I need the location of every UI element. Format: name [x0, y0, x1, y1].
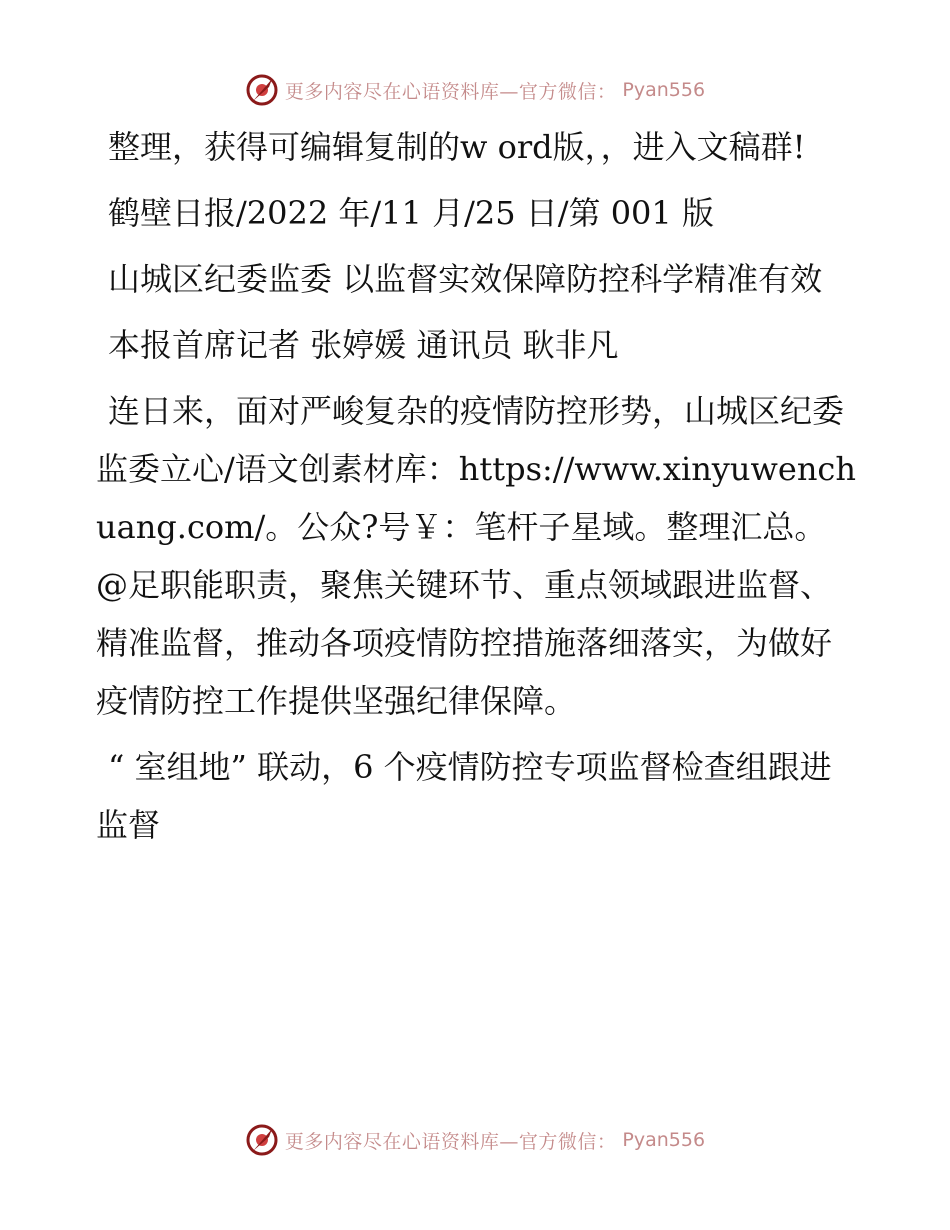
quill-logo-icon: [245, 73, 279, 107]
banner-text: 更多内容尽在心语资料库—官方微信：: [284, 1130, 617, 1153]
footer-watermark-banner: [0, 1118, 950, 1162]
paragraph-source: 鹤壁日报/2022 年/11 月/25 日/第 001 版: [108, 194, 714, 232]
banner-wechat-id: Pyan556: [622, 1129, 706, 1151]
paragraph-headline: 山城区纪委监委 以监督实效保障防控科学精准有效: [108, 260, 823, 298]
paragraph-body: 连日来，面对严峻复杂的疫情防控形势，山城区纪委监委立心/语文创素材库：https://www.xinyuwenchuang.com/。公众?号￥：笔杆子星域。整理汇总。@足职能职责，聚焦关键环节、重点领域跟进监督、精准监督，推动各项疫情防控措施落细落实，为做好疫情防控工作提供坚强纪律保障。: [96, 392, 856, 720]
banner-text: 更多内容尽在心语资料库—官方微信：: [284, 80, 617, 103]
paragraph-subheading: “ 室组地” 联动，6 个疫情防控专项监督检查组跟进监督: [96, 748, 832, 844]
quill-logo-icon: [245, 1123, 279, 1157]
paragraph-intro: 整理，获得可编辑复制的w ord版，，进入文稿群!: [108, 128, 806, 166]
banner-wechat-id: Pyan556: [622, 79, 706, 101]
header-watermark-banner: [0, 68, 950, 112]
document-body: [96, 118, 856, 862]
paragraph-byline: 本报首席记者 张婷媛 通讯员 耿非凡: [108, 326, 619, 364]
